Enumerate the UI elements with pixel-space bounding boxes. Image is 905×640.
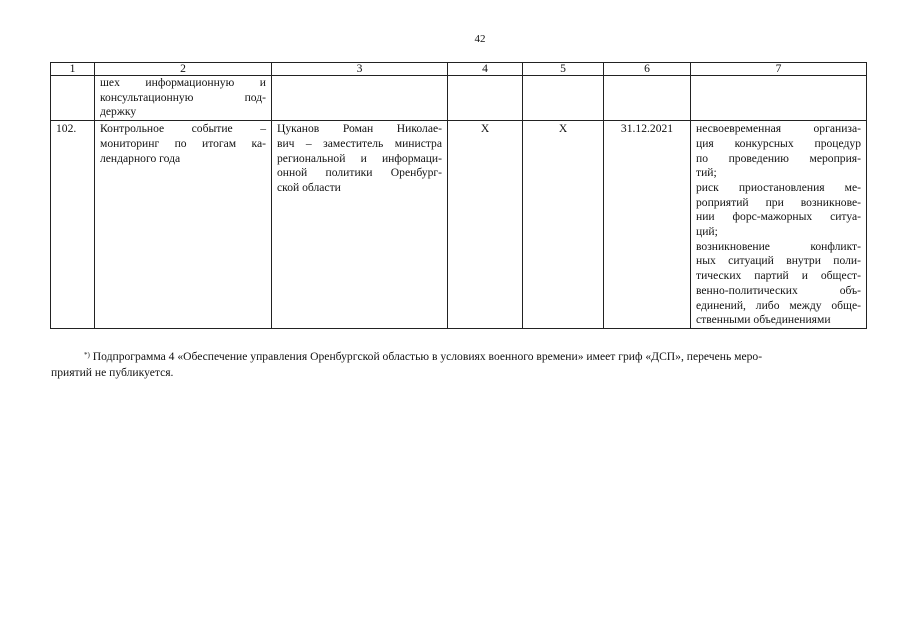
footnote-marker: *): [84, 351, 90, 359]
responsible-line: онной политики Оренбург-: [277, 166, 442, 180]
col4-cell: X: [448, 121, 523, 329]
footnote-line-2: приятий не публикуется.: [51, 366, 174, 379]
continuation-event-cell: [95, 76, 272, 121]
risk-line: единений, либо между обще-: [696, 298, 861, 312]
responsible-line: региональной и информаци-: [277, 151, 442, 165]
event-line: лендарного года: [100, 151, 181, 165]
risk-line: по проведению мероприя-: [696, 151, 861, 165]
continuation-line: шeх информационную и: [100, 76, 266, 89]
measures-table: [50, 62, 867, 329]
col5-cell: X: [523, 121, 604, 329]
responsible-line: Цуканов Роман Николае-: [277, 122, 442, 136]
event-line: Контрольное событие –: [100, 122, 266, 136]
event-line: мониторинг по итогам ка-: [100, 136, 266, 150]
responsible-line: вич – заместитель министра: [277, 136, 442, 150]
continuation-line: консультационную под-: [100, 90, 266, 104]
continuation-line: держку: [100, 105, 137, 119]
row-number-cell: 102.: [51, 121, 95, 329]
risk-line: тий;: [696, 166, 717, 180]
responsible-line: ской области: [277, 180, 341, 194]
header-row: [51, 63, 867, 76]
event-cell: [95, 121, 272, 329]
header-cell-6: 6: [604, 63, 691, 76]
date-cell: 31.12.2021: [604, 121, 691, 329]
responsible-cell: [272, 121, 448, 329]
risk-line: возникновение конфликт-: [696, 239, 861, 253]
header-cell-1: 1: [51, 63, 95, 76]
continuation-number-cell: [51, 76, 95, 121]
risk-line: нии форс-мажорных ситуа-: [696, 210, 861, 224]
header-cell-4: 4: [448, 63, 523, 76]
header-cell-7: 7: [691, 63, 867, 76]
footnote: [51, 349, 862, 379]
risk-line: венно-политических объ-: [696, 283, 861, 297]
footnote-line-1: Подпрограмма 4 «Обеспечение управления Оренбургской областью в условиях военного времени» имеет гриф «ДСП», перечень меро-: [92, 350, 763, 363]
risk-line: ций;: [696, 225, 718, 239]
risk-line: ственными объединениями: [696, 313, 831, 327]
header-cell-5: 5: [523, 63, 604, 76]
risk-line: риск приостановления ме-: [696, 180, 861, 194]
risk-line: роприятий при возникнове-: [696, 195, 861, 209]
continuation-row: [51, 76, 867, 121]
table-row: [51, 121, 867, 329]
header-cell-2: 2: [95, 63, 272, 76]
risk-line: ция конкурсных процедур: [696, 136, 861, 150]
risk-line: ных ситуаций внутри поли-: [696, 254, 861, 268]
risk-line: несвоевременная организа-: [696, 122, 861, 136]
page-number: 42: [474, 33, 486, 45]
header-cell-3: 3: [272, 63, 448, 76]
risks-cell: [691, 121, 867, 329]
risk-line: тических партий и общест-: [696, 269, 861, 283]
